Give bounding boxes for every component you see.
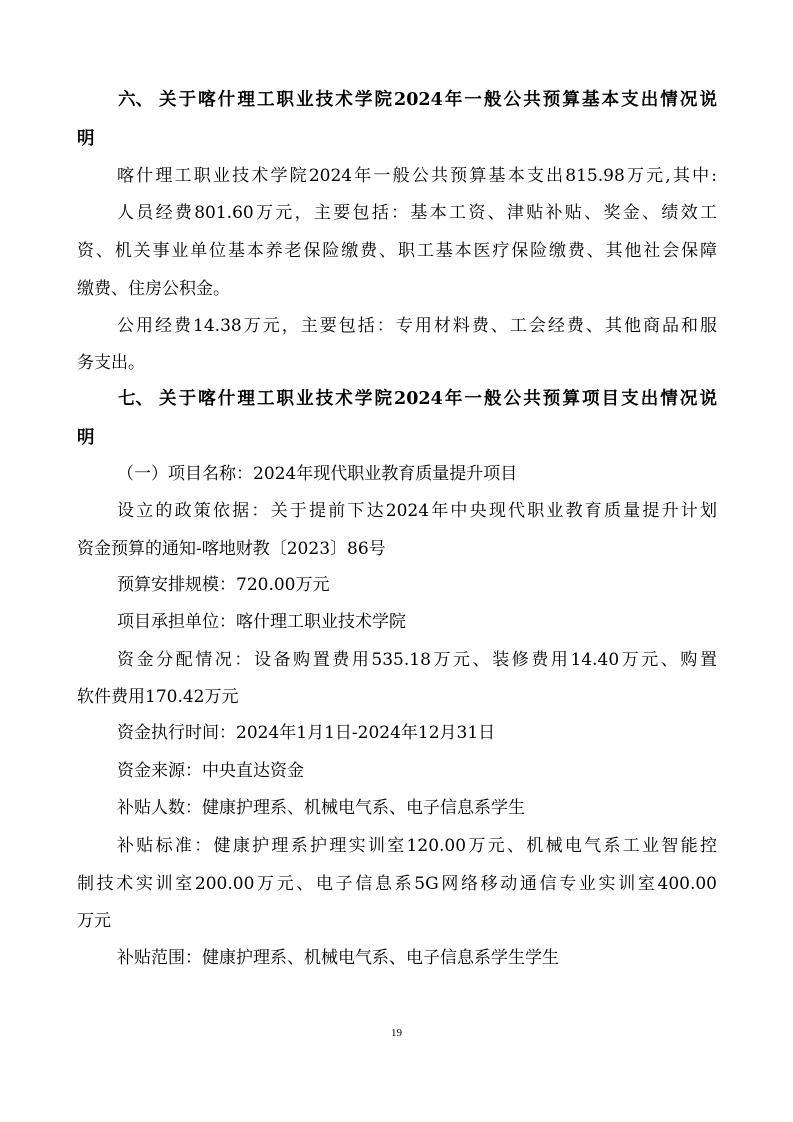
subsidy-people: 补贴人数：健康护理系、机械电气系、电子信息系学生 (117, 798, 525, 818)
subsidy-standard-line3: 万元 (77, 911, 111, 931)
page-number: 19 (391, 1027, 402, 1039)
undertaking-unit: 项目承担单位：喀什理工职业技术学院 (117, 612, 406, 632)
personnel-expense-line3: 缴费、住房公积金。 (77, 279, 230, 299)
budget-scale: 预算安排规模：720.00万元 (117, 575, 330, 595)
section-seven-title: 关于喀什理工职业技术学院2024年一般公共预算项目支出情况说 (159, 389, 717, 409)
personnel-expense-line2: 资、机关事业单位基本养老保险缴费、职工基本医疗保险缴费、其他社会保障 (77, 241, 717, 261)
policy-basis-line2: 资金预算的通知-喀地财教〔2023〕86号 (77, 539, 386, 559)
subsidy-standard-line1: 补贴标准：健康护理系护理实训室120.00万元、机械电气系工业智能控 (117, 836, 717, 856)
subsidy-standard-line2: 制技术实训室200.00万元、电子信息系5G网络移动通信专业实训室400.00 (77, 874, 717, 894)
public-expense-line1: 公用经费14.38万元，主要包括：专用材料费、工会经费、其他商品和服 (117, 316, 717, 336)
execution-period: 资金执行时间：2024年1月1日-2024年12月31日 (117, 723, 496, 743)
section-six-heading (77, 88, 717, 112)
section-six-title-cont: 明 (77, 129, 95, 149)
section-seven-number: 七、 (118, 389, 153, 409)
section-seven-heading (77, 387, 717, 411)
section-seven-title-cont: 明 (77, 428, 95, 448)
policy-basis-line1: 设立的政策依据：关于提前下达2024年中央现代职业教育质量提升计划 (117, 501, 717, 521)
section-six-number: 六、 (118, 90, 153, 110)
public-expense-line2: 务支出。 (77, 353, 145, 373)
subsidy-scope: 补贴范围：健康护理系、机械电气系、电子信息系学生学生 (117, 948, 559, 968)
basic-expense-total: 喀什理工职业技术学院2024年一般公共预算基本支出815.98万元,其中: (117, 166, 717, 186)
fund-allocation-line1: 资金分配情况：设备购置费用535.18万元、装修费用14.40万元、购置 (117, 650, 717, 670)
section-six-title: 关于喀什理工职业技术学院2024年一般公共预算基本支出情况说 (159, 90, 717, 110)
project-name: （一）项目名称：2024年现代职业教育质量提升项目 (117, 464, 518, 484)
personnel-expense-line1: 人员经费801.60万元，主要包括：基本工资、津贴补贴、奖金、绩效工 (117, 203, 717, 223)
fund-allocation-line2: 软件费用170.42万元 (77, 687, 239, 707)
fund-source: 资金来源：中央直达资金 (117, 761, 304, 781)
